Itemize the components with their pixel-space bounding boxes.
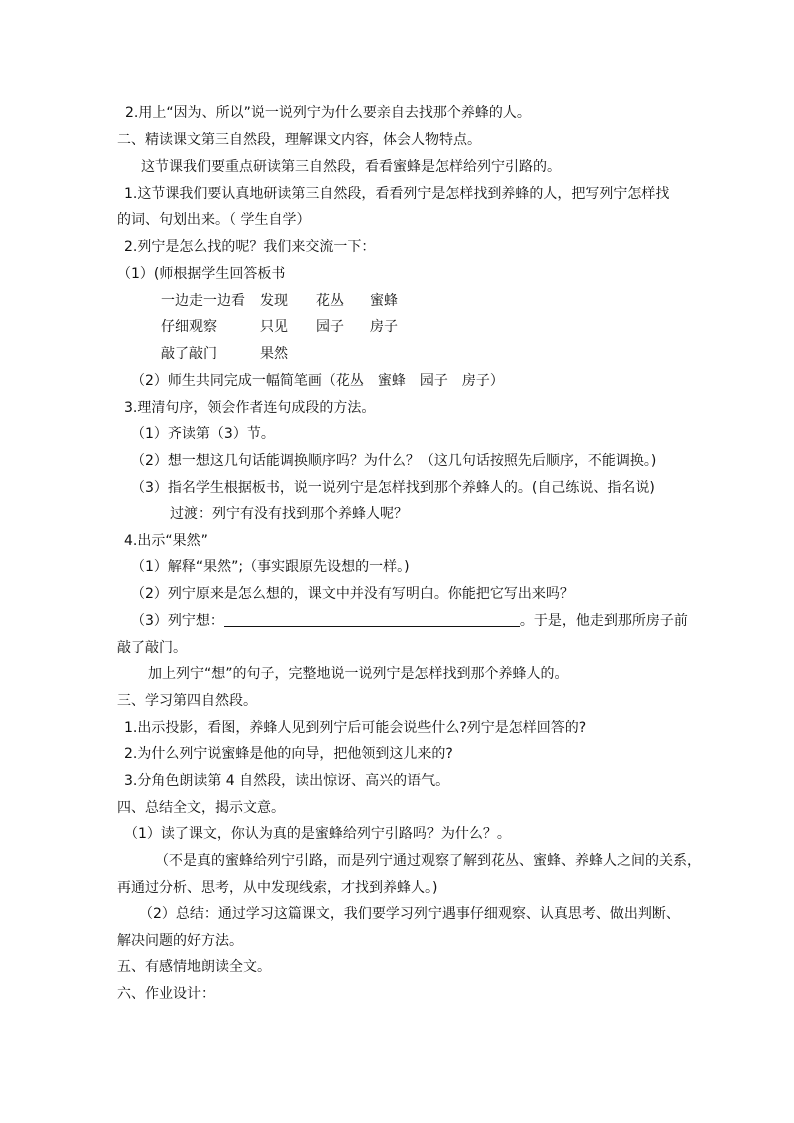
role-reading: 3.分角色朗读第 4 自然段，读出惊讶、高兴的语气。 bbox=[124, 773, 450, 789]
board-cell: 花丛 bbox=[316, 293, 344, 309]
sketch-task: （2）师生共同完成一幅简笔画（花丛 蜜蜂 园子 房子） bbox=[131, 373, 504, 389]
section-2-heading: 二、精读课文第三自然段，理解课文内容，体会人物特点。 bbox=[117, 132, 481, 148]
board-row-1 bbox=[161, 292, 398, 310]
read-section-3: （1）齐读第（3）节。 bbox=[131, 426, 275, 442]
summary-question: （1）读了课文，你认为真的是蜜蜂给列宁引路吗？为什么？。 bbox=[124, 826, 511, 842]
step-1-continued: 的词、句划出来。（ 学生自学） bbox=[117, 212, 311, 228]
section-5-heading: 五、有感情地朗读全文。 bbox=[117, 959, 271, 975]
board-cell: 一边走一边看 bbox=[161, 293, 245, 309]
board-cell: 果然 bbox=[260, 346, 288, 362]
projection-task: 1.出示投影，看图，养蜂人见到列宁后可能会说些什么?列宁是怎样回答的? bbox=[124, 720, 587, 736]
board-cell: 房子 bbox=[370, 319, 398, 335]
board-intro: （1）(师根据学生回答板书 bbox=[117, 266, 286, 282]
board-cell: 仔细观察 bbox=[161, 319, 217, 335]
step-4-guoran: 4.出示“果然” bbox=[124, 533, 208, 549]
step-1-study-para-3: 1.这节课我们要认真地研读第三自然段，看看列宁是怎样找到养蜂的人，把写列宁怎样找 bbox=[124, 186, 670, 202]
step-3-sentence-order: 3.理清句序，领会作者连句成段的方法。 bbox=[124, 400, 376, 416]
summary-conclusion-continued: 解决问题的好方法。 bbox=[117, 933, 243, 949]
transition: 过渡：列宁有没有找到那个养蜂人呢？ bbox=[170, 506, 408, 522]
answer-blank bbox=[224, 612, 520, 627]
board-cell: 蜜蜂 bbox=[370, 293, 398, 309]
complete-retelling: 加上列宁“想”的句子，完整地说一说列宁是怎样找到那个养蜂人的。 bbox=[148, 666, 569, 682]
explain-guoran: （1）解释“果然”;（事实跟原先设想的一样。) bbox=[131, 559, 410, 575]
lesson-intro: 这节课我们要重点研读第三自然段，看看蜜蜂是怎样给列宁引路的。 bbox=[141, 159, 561, 175]
retell-task: （3）指名学生根据板书，说一说列宁是怎样找到那个养蜂人的。(自己练说、指名说) bbox=[131, 480, 655, 496]
guide-question: 2.为什么列宁说蜜蜂是他的向导，把他领到这儿来的? bbox=[124, 746, 453, 762]
fill-in-lenin-thought bbox=[131, 612, 688, 630]
fill-in-after: 。于是，他走到那所房子前 bbox=[519, 613, 688, 629]
board-cell: 园子 bbox=[316, 319, 344, 335]
fill-in-continued: 敲了敲门。 bbox=[117, 640, 187, 656]
board-cell: 敲了敲门 bbox=[161, 346, 217, 362]
board-row-3 bbox=[161, 345, 288, 363]
fill-in-prompt: （3）列宁想： bbox=[131, 613, 224, 629]
reorder-question: （2）想一想这几句话能调换顺序吗？为什么？（这几句话按照先后顺序，不能调换。) bbox=[131, 453, 657, 469]
summary-answer: （不是真的蜜蜂给列宁引路，而是列宁通过观察了解到花丛、蜜蜂、养蜂人之间的关系， bbox=[155, 853, 701, 869]
summary-conclusion: （2）总结：通过学习这篇课文，我们要学习列宁遇事仔细观察、认真思考、做出判断、 bbox=[139, 906, 680, 922]
step-2-because-so: 2.用上“因为、所以”说一说列宁为什么要亲自去找那个养蜂的人。 bbox=[125, 105, 531, 121]
lenin-original-thought: （2）列宁原来是怎么想的，课文中并没有写明白。你能把它写出来吗？ bbox=[131, 586, 574, 602]
board-cell: 只见 bbox=[260, 319, 288, 335]
step-2-discuss: 2.列宁是怎么找的呢？我们来交流一下： bbox=[124, 239, 376, 255]
section-4-heading: 四、总结全文，揭示文意。 bbox=[117, 800, 285, 816]
section-6-heading: 六、作业设计： bbox=[117, 986, 215, 1002]
board-row-2 bbox=[161, 318, 398, 336]
section-3-heading: 三、学习第四自然段。 bbox=[117, 693, 257, 709]
summary-answer-continued: 再通过分析、思考，从中发现线索，才找到养蜂人。) bbox=[117, 880, 438, 896]
board-cell: 发现 bbox=[260, 293, 288, 309]
